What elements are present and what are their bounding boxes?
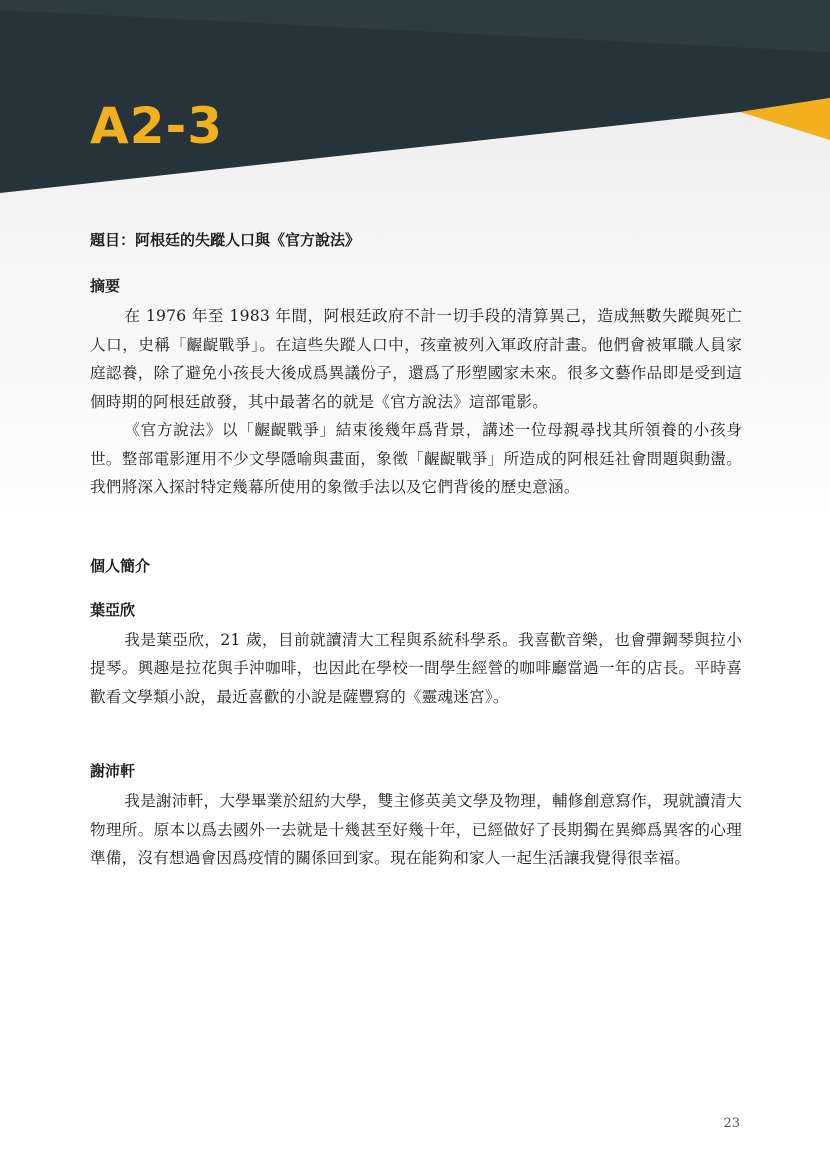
abstract-paragraph: 《官方說法》以「齷齪戰爭」結束後幾年爲背景，講述一位母親尋找其所領養的小孩身世。整部電影運用不少文學隱喻與畫面，象徵「齷齪戰爭」所造成的阿根廷社會問題與動盪。我們將深入探討特定幾幕所使用的象徵手法以及它們背後的歷史意涵。 — [90, 421, 742, 496]
document-body — [90, 228, 742, 873]
person-name: 葉亞欣 — [90, 600, 136, 619]
person-bio: 我是謝沛軒，大學畢業於紐約大學，雙主修英美文學及物理，輔修創意寫作，現就讀清大物理所。原本以爲去國外一去就是十幾甚至好幾十年，已經做好了長期獨在異鄉爲異客的心理準備，沒有想過會因爲疫情的關係回到家。現在能夠和家人一起生活讓我覺得很幸福。 — [90, 792, 742, 867]
chapter-code: A2-3 — [90, 97, 224, 155]
person-bio: 我是葉亞欣，21 歲，目前就讀清大工程與系統科學系。我喜歡音樂，也會彈鋼琴與拉小提琴。興趣是拉花與手沖咖啡，也因此在學校一間學生經營的咖啡廳當過一年的店長。平時喜歡看文學類小說，最近喜歡的小說是薩豐寫的《靈魂迷宮》。 — [90, 630, 742, 706]
abstract-paragraph: 在 1976 年至 1983 年間，阿根廷政府不計一切手段的清算異己，造成無數失蹤與死亡人口，史稱「齷齪戰爭」。在這些失蹤人口中，孩童被列入軍政府計畫。他們會被軍職人員家庭認養，除了避免小孩長大後成爲異議份子，還爲了形塑國家未來。很多文藝作品即是受到這個時期的阿根廷啟發，其中最著名的就是《官方說法》這部電影。 — [90, 307, 742, 411]
person-name: 謝沛軒 — [90, 762, 136, 780]
profiles-heading: 個人簡介 — [90, 556, 151, 575]
abstract-heading: 摘要 — [90, 277, 121, 295]
page-number: 23 — [723, 1116, 740, 1131]
document-title: 題目：阿根廷的失蹤人口與《官方說法》 — [90, 231, 361, 249]
